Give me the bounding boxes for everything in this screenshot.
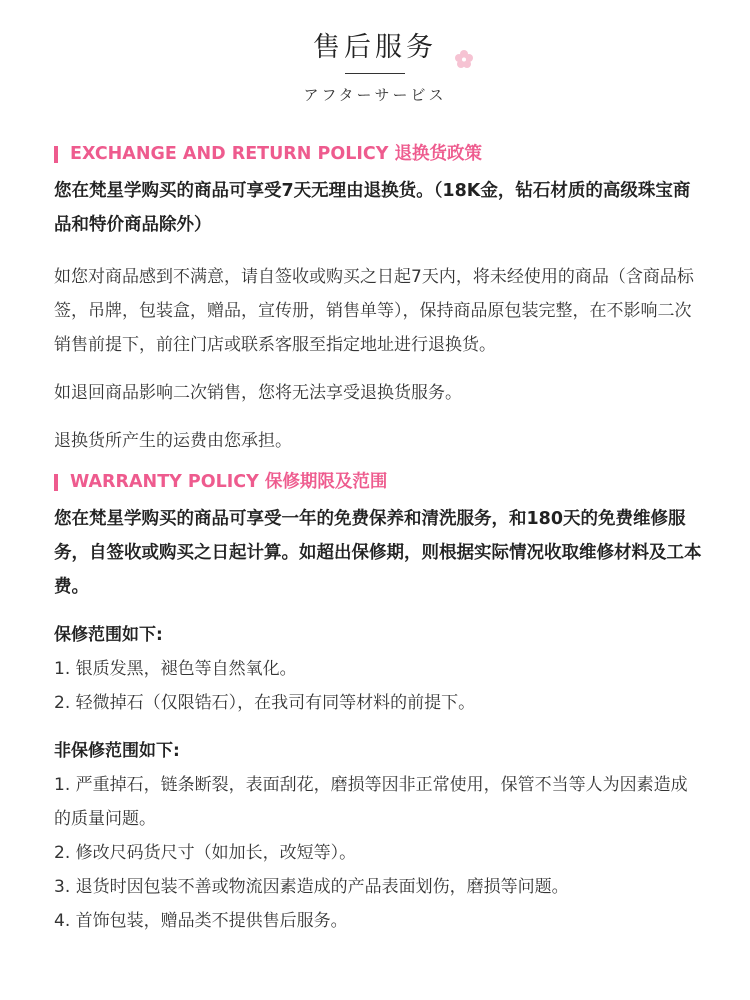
exchange-section-title bbox=[54, 140, 704, 168]
warranty-intro: 您在梵星学购买的商品可享受一年的免费保养和清洗服务，和180天的免费维修服务，自签收或购买之日起计算。如超出保修期，则根据实际情况收取维修材料及工本费。 bbox=[54, 509, 702, 597]
covered-item-2: 2. 轻微掉石（仅限锆石），在我司有同等材料的前提下。 bbox=[54, 693, 476, 713]
page-subtitle: アフターサービス bbox=[303, 86, 447, 104]
page-title: 售后服务 bbox=[313, 32, 437, 63]
page-header bbox=[0, 30, 750, 66]
warranty-section-title-text: WARRANTY POLICY 保修期限及范围 bbox=[70, 472, 388, 492]
exchange-paragraph-1: 如您对商品感到不满意，请自签收或购买之日起7天内，将未经使用的商品（含商品标签，吊牌，包装盒，赠品，宣传册，销售单等），保持商品原包装完整，在不影响二次销售前提下，前往门店或联系客服至指定地址进行退换货。 bbox=[54, 267, 694, 355]
exchange-section-title-text: EXCHANGE AND RETURN POLICY 退换货政策 bbox=[70, 144, 482, 164]
excluded-item-2: 2. 修改尺码货尺寸（如加长，改短等）。 bbox=[54, 843, 357, 863]
warranty-section-title bbox=[54, 468, 704, 496]
excluded-item-1: 1. 严重掉石，链条断裂，表面刮花，磨损等因非正常使用，保管不当等人为因素造成的质量问题。 bbox=[54, 775, 688, 829]
excluded-heading: 非保修范围如下: bbox=[54, 741, 180, 761]
flower-icon bbox=[454, 49, 474, 69]
exchange-paragraph-3: 退换货所产生的运费由您承担。 bbox=[54, 431, 292, 451]
exchange-intro: 您在梵星学购买的商品可享受7天无理由退换货。（18K金，钻石材质的高级珠宝商品和特价商品除外） bbox=[54, 181, 691, 235]
header-divider bbox=[345, 73, 405, 74]
excluded-item-3: 3. 退货时因包装不善或物流因素造成的产品表面划伤，磨损等问题。 bbox=[54, 877, 569, 897]
exchange-paragraph-2: 如退回商品影响二次销售，您将无法享受退换货服务。 bbox=[54, 383, 462, 403]
policy-content bbox=[54, 140, 704, 938]
excluded-item-4: 4. 首饰包装，赠品类不提供售后服务。 bbox=[54, 911, 348, 931]
section-marker bbox=[54, 146, 58, 163]
covered-heading: 保修范围如下: bbox=[54, 625, 163, 645]
section-marker bbox=[54, 474, 58, 491]
covered-item-1: 1. 银质发黑，褪色等自然氧化。 bbox=[54, 659, 297, 679]
